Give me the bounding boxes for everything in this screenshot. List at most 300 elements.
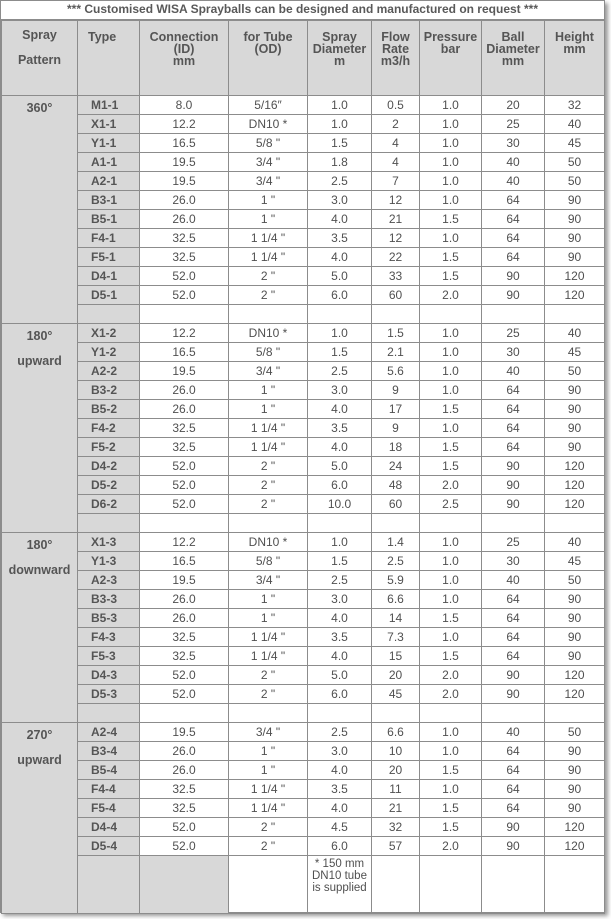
pressure-cell: 1.5 [420, 457, 482, 476]
diameter-cell: 1.5 [308, 134, 372, 153]
table-row [2, 134, 605, 153]
spray-pattern-cell [2, 96, 78, 324]
height-cell: 32 [545, 96, 605, 115]
pressure-cell: 1.0 [420, 229, 482, 248]
height-cell: 90 [545, 742, 605, 761]
diameter-cell: 6.0 [308, 476, 372, 495]
flow-cell: 2.5 [372, 552, 420, 571]
flow-cell: 60 [372, 495, 420, 514]
flow-cell: 10 [372, 742, 420, 761]
pressure-cell: 1.5 [420, 267, 482, 286]
blank-cell [308, 514, 372, 533]
flow-cell: 4 [372, 134, 420, 153]
diameter-cell: 4.0 [308, 400, 372, 419]
height-cell: 120 [545, 457, 605, 476]
pressure-cell: 1.0 [420, 419, 482, 438]
tube-cell: 1 " [229, 210, 308, 229]
flow-cell: 33 [372, 267, 420, 286]
header-height: Height mm [545, 21, 605, 96]
pressure-cell: 1.5 [420, 438, 482, 457]
pressure-cell: 1.5 [420, 799, 482, 818]
height-cell: 40 [545, 115, 605, 134]
height-cell: 120 [545, 286, 605, 305]
connection-cell: 12.2 [140, 533, 229, 552]
flow-cell: 9 [372, 419, 420, 438]
blank-type-cell [140, 856, 229, 914]
table-row [2, 590, 605, 609]
table-row [2, 666, 605, 685]
blank-cell [420, 856, 482, 914]
ball-cell: 64 [482, 742, 545, 761]
tube-cell: 1 1/4 " [229, 780, 308, 799]
pressure-cell: 1.5 [420, 210, 482, 229]
table-row [2, 685, 605, 704]
tube-cell: DN10 * [229, 324, 308, 343]
height-cell: 90 [545, 191, 605, 210]
header-pressure: Pressure bar [420, 21, 482, 96]
pressure-cell: 1.0 [420, 153, 482, 172]
diameter-cell: 1.0 [308, 533, 372, 552]
ball-cell: 64 [482, 381, 545, 400]
connection-cell: 52.0 [140, 476, 229, 495]
ball-cell: 90 [482, 457, 545, 476]
flow-cell: 2.1 [372, 343, 420, 362]
footnote-cell [308, 856, 372, 914]
pressure-cell: 1.0 [420, 723, 482, 742]
spray-pattern-label: downward [8, 563, 71, 577]
connection-cell: 26.0 [140, 400, 229, 419]
tube-cell: 2 " [229, 685, 308, 704]
diameter-cell: 5.0 [308, 457, 372, 476]
table-row [2, 780, 605, 799]
tube-cell: 2 " [229, 837, 308, 856]
pressure-cell: 1.0 [420, 381, 482, 400]
blank-cell [308, 704, 372, 723]
connection-cell: 52.0 [140, 685, 229, 704]
blank-cell [420, 704, 482, 723]
connection-cell: 26.0 [140, 210, 229, 229]
spacer-row [2, 305, 605, 324]
flow-cell: 21 [372, 210, 420, 229]
spray-pattern-label: upward [17, 354, 62, 368]
diameter-cell: 1.5 [308, 343, 372, 362]
blank-cell [545, 514, 605, 533]
tube-cell: 1 " [229, 761, 308, 780]
tube-cell: DN10 * [229, 115, 308, 134]
diameter-cell: 4.0 [308, 799, 372, 818]
tube-cell: 3/4 " [229, 571, 308, 590]
height-cell: 90 [545, 381, 605, 400]
tube-cell: 1 1/4 " [229, 647, 308, 666]
connection-cell: 26.0 [140, 381, 229, 400]
pressure-cell: 1.0 [420, 343, 482, 362]
footnote-line: DN10 tube [312, 870, 367, 882]
type-cell: D6-2 [78, 495, 140, 514]
table-row [2, 324, 605, 343]
tube-cell: 2 " [229, 495, 308, 514]
height-cell: 90 [545, 761, 605, 780]
connection-cell: 52.0 [140, 495, 229, 514]
type-cell: B3-2 [78, 381, 140, 400]
header-row [2, 21, 605, 96]
blank-cell [545, 856, 605, 914]
table-row [2, 419, 605, 438]
flow-cell: 7.3 [372, 628, 420, 647]
table-row [2, 229, 605, 248]
type-cell: D4-2 [78, 457, 140, 476]
flow-cell: 11 [372, 780, 420, 799]
ball-cell: 90 [482, 666, 545, 685]
blank-cell [545, 305, 605, 324]
type-cell: F4-4 [78, 780, 140, 799]
header-spray-diameter: Spray Diameter m [308, 21, 372, 96]
ball-cell: 64 [482, 191, 545, 210]
table-row [2, 248, 605, 267]
height-cell: 50 [545, 362, 605, 381]
diameter-cell: 3.0 [308, 590, 372, 609]
header-flow-rate: Flow Rate m3/h [372, 21, 420, 96]
flow-cell: 6.6 [372, 590, 420, 609]
pressure-cell: 1.0 [420, 172, 482, 191]
tube-cell: 1 " [229, 590, 308, 609]
table-row [2, 571, 605, 590]
flow-cell: 9 [372, 381, 420, 400]
tube-cell: 1 " [229, 381, 308, 400]
diameter-cell: 1.8 [308, 153, 372, 172]
table-row [2, 761, 605, 780]
customisation-banner: *** Customised WISA Sprayballs can be designed and manufactured on request *** [1, 1, 604, 20]
flow-cell: 6.6 [372, 723, 420, 742]
height-cell: 90 [545, 419, 605, 438]
pressure-cell: 2.0 [420, 286, 482, 305]
blank-cell [420, 514, 482, 533]
flow-cell: 45 [372, 685, 420, 704]
table-row [2, 799, 605, 818]
diameter-cell: 3.0 [308, 381, 372, 400]
blank-cell [372, 856, 420, 914]
table-row [2, 153, 605, 172]
tube-cell: 5/8 " [229, 552, 308, 571]
diameter-cell: 3.5 [308, 419, 372, 438]
connection-cell: 16.5 [140, 552, 229, 571]
flow-cell: 60 [372, 286, 420, 305]
connection-cell: 26.0 [140, 761, 229, 780]
table-row [2, 818, 605, 837]
header-for-tube: for Tube (OD) [229, 21, 308, 96]
ball-cell: 90 [482, 267, 545, 286]
ball-cell: 30 [482, 343, 545, 362]
connection-cell: 19.5 [140, 571, 229, 590]
connection-cell: 19.5 [140, 362, 229, 381]
pressure-cell: 1.0 [420, 628, 482, 647]
type-cell: F4-3 [78, 628, 140, 647]
connection-cell: 19.5 [140, 153, 229, 172]
blank-type-cell [78, 305, 140, 324]
height-cell: 90 [545, 590, 605, 609]
connection-cell: 19.5 [140, 172, 229, 191]
table-row [2, 533, 605, 552]
flow-cell: 1.5 [372, 324, 420, 343]
table-row [2, 457, 605, 476]
table-row [2, 343, 605, 362]
type-cell: A2-3 [78, 571, 140, 590]
type-cell: A1-1 [78, 153, 140, 172]
tube-cell: 3/4 " [229, 153, 308, 172]
type-cell: F4-1 [78, 229, 140, 248]
table-body [2, 96, 605, 914]
spray-pattern-cell [2, 533, 78, 723]
diameter-cell: 3.5 [308, 229, 372, 248]
blank-cell [482, 514, 545, 533]
ball-cell: 30 [482, 552, 545, 571]
diameter-cell: 6.0 [308, 286, 372, 305]
diameter-cell: 3.5 [308, 780, 372, 799]
ball-cell: 20 [482, 96, 545, 115]
pressure-cell: 1.5 [420, 609, 482, 628]
tube-cell: 1 1/4 " [229, 419, 308, 438]
tube-cell: DN10 * [229, 533, 308, 552]
tube-cell: 2 " [229, 286, 308, 305]
flow-cell: 0.5 [372, 96, 420, 115]
blank-cell [420, 305, 482, 324]
height-cell: 90 [545, 628, 605, 647]
connection-cell: 32.5 [140, 799, 229, 818]
connection-cell: 32.5 [140, 248, 229, 267]
footnote-row [2, 856, 605, 914]
diameter-cell: 4.5 [308, 818, 372, 837]
table-row [2, 191, 605, 210]
tube-cell: 2 " [229, 666, 308, 685]
pressure-cell: 1.0 [420, 115, 482, 134]
diameter-cell: 4.0 [308, 438, 372, 457]
height-cell: 50 [545, 172, 605, 191]
table-row [2, 210, 605, 229]
type-cell: D5-1 [78, 286, 140, 305]
table-row [2, 495, 605, 514]
tube-cell: 2 " [229, 818, 308, 837]
blank-pattern-cell [78, 856, 140, 914]
ball-cell: 30 [482, 134, 545, 153]
diameter-cell: 1.0 [308, 324, 372, 343]
flow-cell: 5.6 [372, 362, 420, 381]
blank-cell [140, 305, 229, 324]
tube-cell: 3/4 " [229, 723, 308, 742]
tube-cell: 1 1/4 " [229, 248, 308, 267]
connection-cell: 8.0 [140, 96, 229, 115]
footnote-line: * 150 mm [314, 858, 365, 870]
spray-pattern-label: 360° [26, 101, 53, 115]
spray-pattern-label: 180° [26, 538, 53, 552]
flow-cell: 57 [372, 837, 420, 856]
blank-cell [308, 305, 372, 324]
blank-type-cell [78, 514, 140, 533]
height-cell: 120 [545, 837, 605, 856]
type-cell: D5-2 [78, 476, 140, 495]
footnote-line: is supplied [312, 882, 367, 894]
diameter-cell: 3.0 [308, 742, 372, 761]
height-cell: 50 [545, 153, 605, 172]
blank-cell [372, 305, 420, 324]
pressure-cell: 1.0 [420, 191, 482, 210]
connection-cell: 32.5 [140, 419, 229, 438]
ball-cell: 90 [482, 685, 545, 704]
connection-cell: 19.5 [140, 723, 229, 742]
type-cell: X1-2 [78, 324, 140, 343]
height-cell: 90 [545, 609, 605, 628]
pressure-cell: 2.0 [420, 837, 482, 856]
height-cell: 120 [545, 685, 605, 704]
connection-cell: 26.0 [140, 191, 229, 210]
type-cell: X1-3 [78, 533, 140, 552]
table-row [2, 647, 605, 666]
diameter-cell: 3.5 [308, 628, 372, 647]
height-cell: 45 [545, 552, 605, 571]
type-cell: B5-2 [78, 400, 140, 419]
ball-cell: 64 [482, 647, 545, 666]
pressure-cell: 2.5 [420, 495, 482, 514]
type-cell: D4-1 [78, 267, 140, 286]
flow-cell: 24 [372, 457, 420, 476]
connection-cell: 52.0 [140, 818, 229, 837]
height-cell: 120 [545, 666, 605, 685]
height-cell: 40 [545, 533, 605, 552]
ball-cell: 64 [482, 761, 545, 780]
table-row [2, 723, 605, 742]
pressure-cell: 1.0 [420, 96, 482, 115]
height-cell: 50 [545, 571, 605, 590]
type-cell: B5-4 [78, 761, 140, 780]
blank-cell [372, 514, 420, 533]
flow-cell: 18 [372, 438, 420, 457]
blank-cell [140, 514, 229, 533]
height-cell: 50 [545, 723, 605, 742]
ball-cell: 64 [482, 438, 545, 457]
tube-cell: 1 " [229, 400, 308, 419]
tube-cell: 1 " [229, 609, 308, 628]
header-connection: Connection (ID) mm [140, 21, 229, 96]
diameter-cell: 4.0 [308, 761, 372, 780]
spray-pattern-label: 180° [26, 329, 53, 343]
tube-cell: 2 " [229, 457, 308, 476]
diameter-cell: 4.0 [308, 248, 372, 267]
type-cell: B3-1 [78, 191, 140, 210]
ball-cell: 64 [482, 210, 545, 229]
spray-pattern-cell [2, 324, 78, 533]
ball-cell: 90 [482, 495, 545, 514]
pressure-cell: 1.5 [420, 761, 482, 780]
flow-cell: 1.4 [372, 533, 420, 552]
ball-cell: 90 [482, 837, 545, 856]
pressure-cell: 1.5 [420, 400, 482, 419]
table-row [2, 628, 605, 647]
height-cell: 120 [545, 476, 605, 495]
height-cell: 90 [545, 400, 605, 419]
diameter-cell: 4.0 [308, 609, 372, 628]
pressure-cell: 1.0 [420, 324, 482, 343]
blank-cell [482, 704, 545, 723]
pressure-cell: 1.5 [420, 818, 482, 837]
pressure-cell: 1.0 [420, 742, 482, 761]
diameter-cell: 5.0 [308, 666, 372, 685]
ball-cell: 64 [482, 400, 545, 419]
header-ball-diameter: Ball Diameter mm [482, 21, 545, 96]
flow-cell: 5.9 [372, 571, 420, 590]
connection-cell: 32.5 [140, 780, 229, 799]
blank-cell [372, 704, 420, 723]
connection-cell: 12.2 [140, 115, 229, 134]
type-cell: A2-1 [78, 172, 140, 191]
table-row [2, 96, 605, 115]
diameter-cell: 5.0 [308, 267, 372, 286]
tube-cell: 3/4 " [229, 172, 308, 191]
type-cell: X1-1 [78, 115, 140, 134]
height-cell: 90 [545, 647, 605, 666]
height-cell: 120 [545, 818, 605, 837]
connection-cell: 16.5 [140, 343, 229, 362]
type-cell: D5-4 [78, 837, 140, 856]
blank-cell [545, 704, 605, 723]
height-cell: 90 [545, 799, 605, 818]
tube-cell: 5/8 " [229, 343, 308, 362]
pressure-cell: 2.0 [420, 476, 482, 495]
pressure-cell: 1.5 [420, 248, 482, 267]
diameter-cell: 10.0 [308, 495, 372, 514]
diameter-cell: 4.0 [308, 647, 372, 666]
height-cell: 45 [545, 134, 605, 153]
connection-cell: 26.0 [140, 609, 229, 628]
connection-cell: 26.0 [140, 590, 229, 609]
height-cell: 120 [545, 495, 605, 514]
diameter-cell: 2.5 [308, 172, 372, 191]
connection-cell: 32.5 [140, 647, 229, 666]
tube-cell: 1 1/4 " [229, 438, 308, 457]
ball-cell: 40 [482, 571, 545, 590]
flow-cell: 20 [372, 666, 420, 685]
ball-cell: 64 [482, 628, 545, 647]
spray-pattern-label: 270° [26, 728, 53, 742]
diameter-cell: 2.5 [308, 723, 372, 742]
type-cell: B3-4 [78, 742, 140, 761]
diameter-cell: 6.0 [308, 685, 372, 704]
ball-cell: 64 [482, 590, 545, 609]
flow-cell: 20 [372, 761, 420, 780]
diameter-cell: 2.5 [308, 571, 372, 590]
type-cell: Y1-1 [78, 134, 140, 153]
spray-pattern-label: upward [17, 753, 62, 767]
pressure-cell: 1.5 [420, 647, 482, 666]
type-cell: A2-2 [78, 362, 140, 381]
diameter-cell: 2.5 [308, 362, 372, 381]
ball-cell: 40 [482, 172, 545, 191]
blank-type-cell [78, 704, 140, 723]
tube-cell: 2 " [229, 267, 308, 286]
diameter-cell: 6.0 [308, 837, 372, 856]
ball-cell: 64 [482, 248, 545, 267]
height-cell: 90 [545, 780, 605, 799]
tube-cell: 1 1/4 " [229, 229, 308, 248]
diameter-cell: 1.5 [308, 552, 372, 571]
type-cell: F5-1 [78, 248, 140, 267]
flow-cell: 14 [372, 609, 420, 628]
height-cell: 90 [545, 229, 605, 248]
ball-cell: 25 [482, 324, 545, 343]
table-row [2, 476, 605, 495]
table-row [2, 438, 605, 457]
height-cell: 120 [545, 267, 605, 286]
ball-cell: 90 [482, 818, 545, 837]
pressure-cell: 2.0 [420, 685, 482, 704]
connection-cell: 52.0 [140, 837, 229, 856]
